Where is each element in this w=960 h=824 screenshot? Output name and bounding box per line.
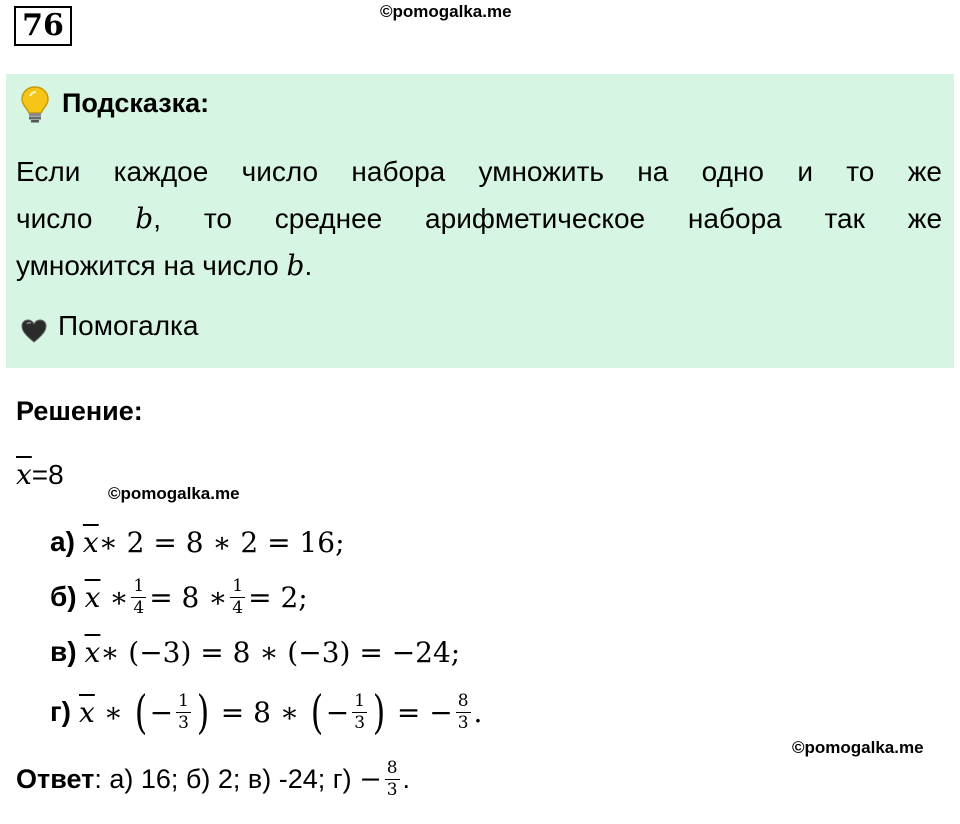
x-bar-symbol: $\overline{x}$ [16,458,32,491]
x-bar-symbol: $\overline{x}$ [79,695,95,729]
answer-minus: − [359,764,382,795]
numerator: 8 [386,758,398,778]
task-number: 76 [14,6,72,46]
hint-line-3 [16,246,942,286]
hint-text: , то среднее арифметическое набора так же [153,203,943,234]
step-label: в) [50,636,77,667]
fraction [385,760,400,799]
brand-label: Помогалка [58,310,199,341]
hint-title: Подсказка: [62,88,210,118]
answer-label: Ответ [16,764,95,794]
denominator: 4 [133,597,145,618]
answer-line [16,760,410,799]
solution-title: Решение: [16,396,143,426]
numerator: 1 [232,575,244,596]
denominator: 3 [386,780,398,800]
x-bar-symbol: $\overline{x}$ [84,580,101,614]
step-v [50,627,460,677]
heart-icon [20,318,48,344]
step-label: г) [50,696,71,727]
numerator: 1 [354,690,366,711]
numerator: 8 [457,690,469,711]
hint-line-2 [16,199,942,239]
fraction [456,690,471,733]
given-mean [16,458,64,491]
fraction [230,575,245,618]
hint-text: умножится на число [16,250,287,281]
watermark-bottom: ©pomogalka.me [792,738,924,757]
answer-end: . [402,764,411,794]
step-expression: = 8 ∗ [149,580,228,614]
denominator: 4 [232,597,244,618]
step-b: б) $\overline{x}$ ∗ $\frac{1}{4}$ = 8 ∗ $\frac{1}{4}$ = 2; [50,575,308,618]
step-label: б) [50,581,77,612]
denominator: 3 [354,712,366,733]
var-b: b [286,249,305,282]
step-label: а) [50,526,75,557]
answer-text: : а) 16; б) 2; в) -24; г) [94,764,360,794]
var-b: b [135,202,154,235]
lightbulb-icon [18,84,52,124]
numerator: 1 [178,690,189,711]
x-bar-symbol: $\overline{x}$ [82,525,99,559]
fraction [131,575,146,618]
x-bar-symbol: $\overline{x}$ [84,635,101,669]
fraction [352,690,367,733]
step-a [50,517,345,567]
given-value: =8 [31,459,64,490]
watermark-middle: ©pomogalka.me [108,484,240,503]
watermark-top: ©pomogalka.me [380,2,512,21]
denominator: 3 [178,712,189,733]
hint-text: . [304,250,313,281]
hint-line-1: Если каждое число набора умножить на одно и то же [16,156,942,187]
step-expression: ∗ (−3) = 8 ∗ (−3) = −24; [100,635,461,669]
denominator: 3 [457,712,469,733]
numerator: 1 [133,575,145,596]
step-g: г) $\overline{x}$ ∗ ( − $\frac{1}{3}$ ) = 8 ∗ ( − $\frac{1}{3}$ ) = − $\frac{8}{3}$ . [50,685,483,739]
fraction [176,690,191,733]
step-expression: = 2; [248,580,308,614]
step-expression: ∗ 2 = 8 ∗ 2 = 16; [98,525,345,559]
hint-text: число [16,203,136,234]
